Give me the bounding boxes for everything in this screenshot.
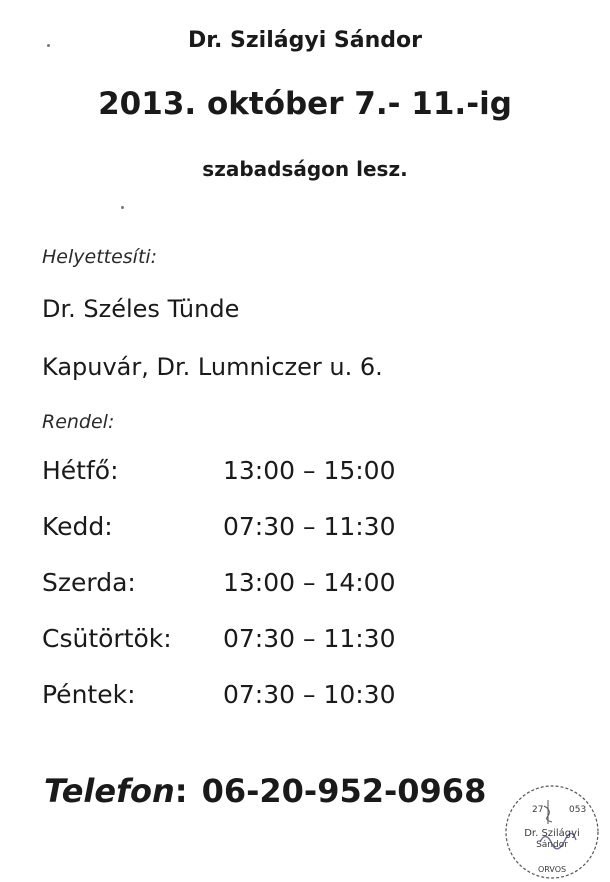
caduceus-icon [544, 800, 552, 824]
stamp-left-number: 27 [532, 805, 544, 815]
stamp-name-second: Sándor [536, 840, 568, 850]
scan-speck [121, 206, 124, 209]
schedule-day: Szerda: [42, 568, 136, 597]
schedule-time: 07:30 – 11:30 [223, 624, 396, 653]
schedule-time: 13:00 – 15:00 [223, 456, 396, 485]
phone-line [44, 772, 486, 810]
schedule-day: Hétfő: [42, 456, 119, 485]
substitute-label: Helyettesíti: [42, 246, 158, 268]
stamp-right-number: 053 [569, 805, 587, 815]
schedule-row-friday [42, 680, 442, 716]
doctor-stamp [502, 782, 602, 882]
schedule-day: Csütörtök: [42, 624, 172, 653]
leave-notice: szabadságon lesz. [202, 157, 408, 181]
substitute-name: Dr. Széles Tünde [42, 295, 240, 323]
schedule-time: 07:30 – 11:30 [223, 512, 396, 541]
phone-label: Telefon [44, 772, 175, 810]
substitute-address: Kapuvár, Dr. Lumniczer u. 6. [42, 353, 383, 381]
doctor-name: Dr. Szilágyi Sándor [188, 28, 422, 53]
schedule-time: 07:30 – 10:30 [223, 680, 396, 709]
schedule-day: Kedd: [42, 512, 113, 541]
schedule-row-monday [42, 456, 442, 492]
leave-dates: 2013. október 7.- 11.-ig [98, 86, 512, 122]
schedule-row-wednesday [42, 568, 442, 604]
phone-number: 06-20-952-0968 [201, 772, 487, 810]
stamp-name: Dr. Szilágyi [524, 828, 580, 839]
schedule-day: Péntek: [42, 680, 136, 709]
office-hours-label: Rendel: [42, 411, 115, 433]
stamp-title: ORVOS [537, 865, 567, 874]
schedule-row-thursday [42, 624, 442, 660]
schedule-time: 13:00 – 14:00 [223, 568, 396, 597]
phone-colon: : [174, 772, 188, 810]
schedule-row-tuesday [42, 512, 442, 548]
